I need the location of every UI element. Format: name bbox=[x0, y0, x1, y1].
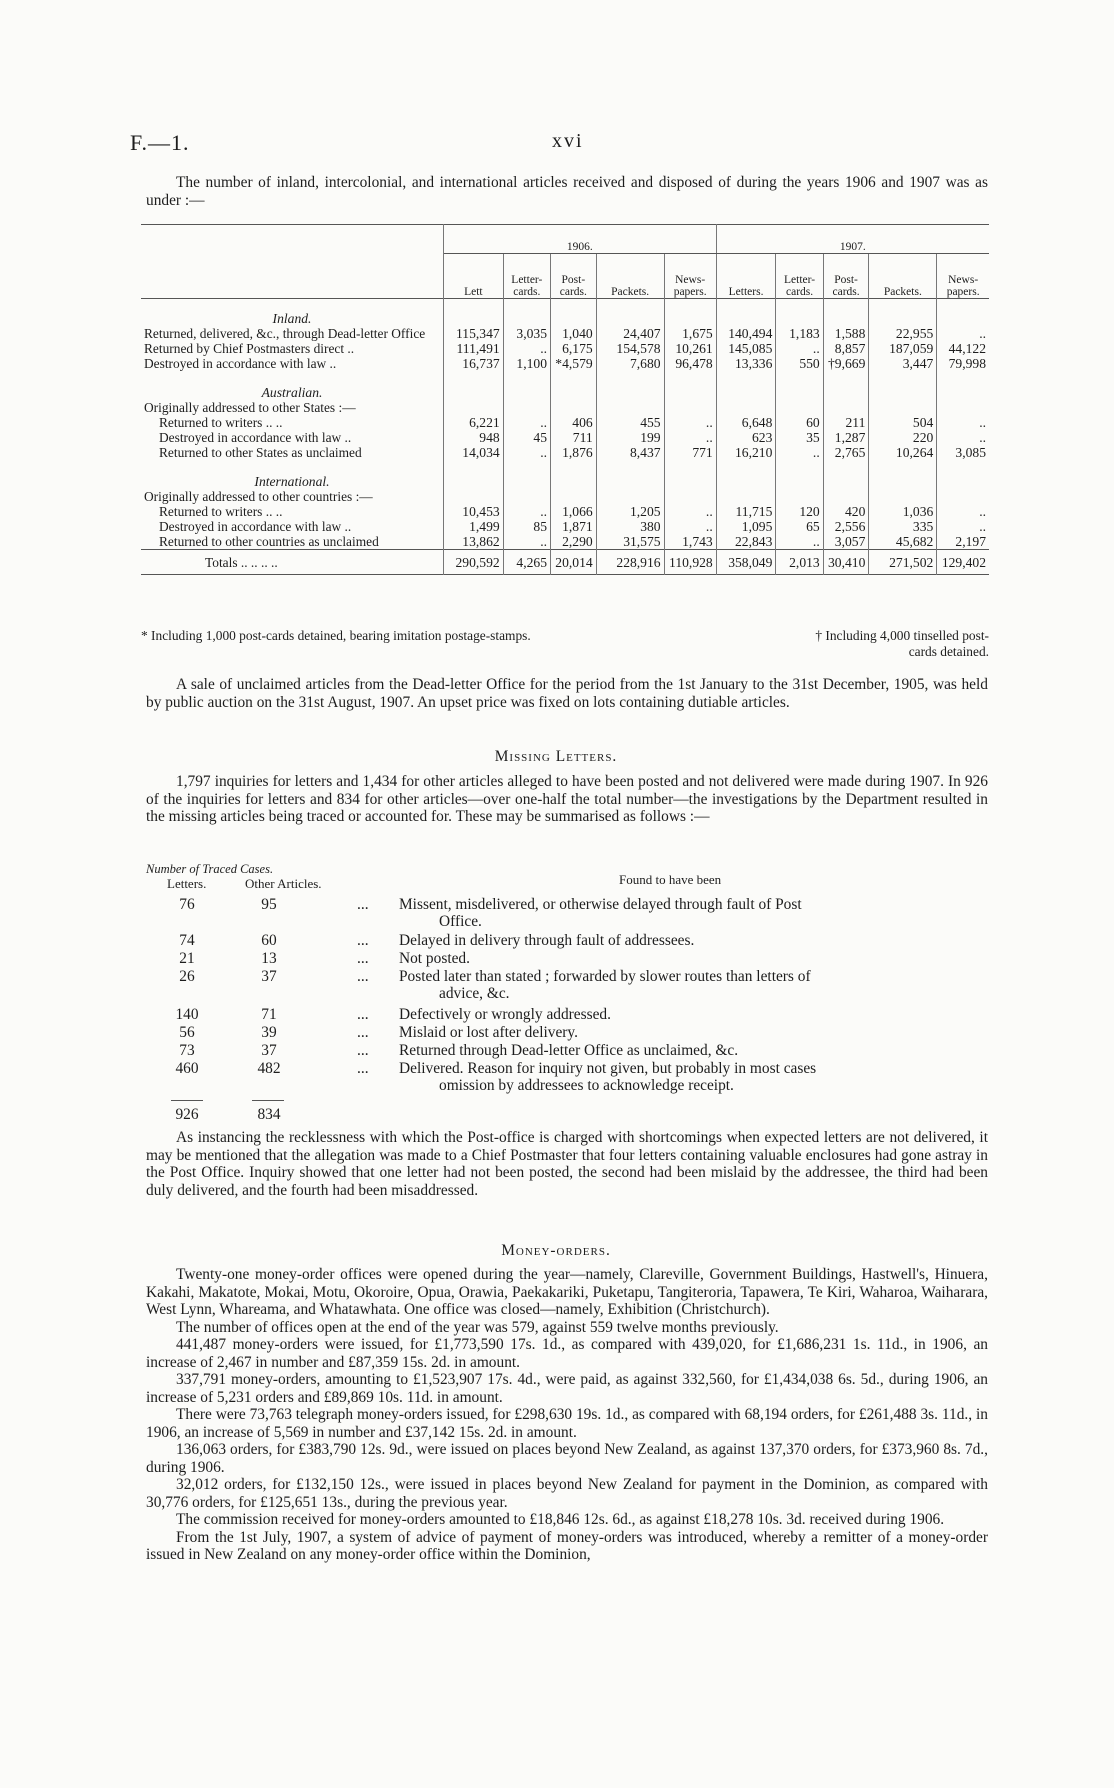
footnote-dagger: † Including 4,000 tinselled post-cards detained. bbox=[815, 628, 989, 659]
totals-cell: 2,013 bbox=[776, 550, 823, 575]
table-cell: 1,499 bbox=[444, 519, 504, 534]
table-cell: 1,871 bbox=[551, 519, 597, 534]
section-lead-row bbox=[141, 400, 989, 415]
other-col-header: Other Articles. bbox=[245, 876, 322, 891]
traced-letters: 76 bbox=[179, 896, 195, 913]
empty-cell bbox=[444, 460, 504, 489]
money-paragraph: 136,063 orders, for £383,790 12s. 9d., were issued on places beyond New Zealand, as against 137,370 orders, for £373,960 8s. 7d., during 1906. bbox=[146, 1441, 988, 1476]
found-header: Found to have been bbox=[619, 872, 722, 887]
empty-cell bbox=[503, 489, 550, 504]
money-paragraph: 32,012 orders, for £132,150 12s., were issued in places beyond New Zealand for payment in the Dominion, as compared with 30,776 orders, for £125,651 13s., during the previous year. bbox=[146, 1476, 988, 1511]
empty-cell bbox=[823, 400, 869, 415]
empty-cell bbox=[776, 489, 823, 504]
traced-other: 37 bbox=[261, 1042, 277, 1059]
table-cell: .. bbox=[503, 445, 550, 460]
money-paragraph: 441,487 money-orders were issued, for £1,773,590 17s. 1d., as compared with 439,020, for £1,686,231 1s. 11d., in 1906, an increase of 2,467 in number and £87,359 15s. 2d. in amount. bbox=[146, 1336, 988, 1371]
reason-line: Delayed in delivery through fault of addressees. bbox=[399, 932, 695, 949]
table-cell: .. bbox=[664, 430, 716, 445]
traced-letters: 73 bbox=[179, 1042, 195, 1059]
table-cell: 1,876 bbox=[551, 445, 597, 460]
table-cell: 115,347 bbox=[444, 326, 504, 341]
empty-cell bbox=[937, 489, 989, 504]
reason-line: Mislaid or lost after delivery. bbox=[399, 1024, 578, 1041]
table-cell: 1,066 bbox=[551, 504, 597, 519]
table-cell: 22,955 bbox=[869, 326, 937, 341]
col-header: News-papers. bbox=[946, 274, 980, 298]
empty-cell bbox=[869, 371, 937, 400]
table-cell: .. bbox=[776, 534, 823, 550]
leader-dots: ... bbox=[357, 1042, 369, 1059]
empty-cell bbox=[596, 299, 664, 327]
total-letters: 926 bbox=[175, 1106, 199, 1123]
table-cell: 145,085 bbox=[716, 341, 776, 356]
empty-cell bbox=[776, 371, 823, 400]
money-paragraph: From the 1st July, 1907, a system of advice of payment of money-orders was introduced, whereby a remitter of a money-order issued in New Zealand on any money-order office within the Dominion, bbox=[146, 1528, 988, 1563]
table-row bbox=[141, 504, 989, 519]
row-label: Destroyed in accordance with law .. bbox=[141, 356, 444, 371]
traced-letters: 21 bbox=[179, 950, 195, 967]
money-paragraph: The number of offices open at the end of the year was 579, against 559 twelve months previously. bbox=[176, 1318, 779, 1336]
missing-paragraph: 1,797 inquiries for letters and 1,434 for other articles alleged to have been posted and not delivered were made during 1907. In 926 of the inquiries for letters and 834 for other articles—over one-half the total number—the investigations by the Department resulted in the missing articles being traced or accounted for. These may be summarised as follows :— bbox=[146, 773, 988, 825]
table-cell: 220 bbox=[869, 430, 937, 445]
page-number: xvi bbox=[552, 130, 584, 152]
traced-reason bbox=[399, 1006, 991, 1023]
empty-cell bbox=[503, 460, 550, 489]
row-label: Returned, delivered, &c., through Dead-letter Office bbox=[141, 326, 444, 341]
section-title: Inland. bbox=[141, 299, 444, 327]
row-label: Returned to writers .. .. bbox=[141, 415, 444, 430]
leader-dots: ... bbox=[357, 1060, 369, 1077]
empty-cell bbox=[444, 371, 504, 400]
table-row bbox=[141, 430, 989, 445]
reason-line: Posted later than stated ; forwarded by slower routes than letters of bbox=[399, 968, 811, 985]
section-title-row bbox=[141, 371, 989, 400]
col-header: Letters. bbox=[716, 254, 776, 299]
table-cell: 35 bbox=[776, 430, 823, 445]
section-title-row bbox=[141, 460, 989, 489]
table-cell: 406 bbox=[551, 415, 597, 430]
empty-cell bbox=[869, 489, 937, 504]
table-cell: 1,287 bbox=[823, 430, 869, 445]
table-cell: †9,669 bbox=[823, 356, 869, 371]
table-cell: 8,437 bbox=[596, 445, 664, 460]
table-cell: .. bbox=[979, 504, 986, 519]
table-cell: 1,588 bbox=[823, 326, 869, 341]
section-title: Australian. bbox=[141, 371, 444, 400]
empty-cell bbox=[823, 460, 869, 489]
money-orders-heading: Money-orders. bbox=[501, 1242, 611, 1259]
table-cell: 2,290 bbox=[551, 534, 597, 550]
table-cell: 45,682 bbox=[869, 534, 937, 550]
money-paragraph: There were 73,763 telegraph money-orders issued, for £298,630 19s. 1d., as compared with 68,194 orders, for £261,488 3s. 11d., in 1906, an increase of 5,569 in number and £37,142 15s. 2d. in amount. bbox=[146, 1406, 988, 1441]
empty-cell bbox=[503, 371, 550, 400]
table-cell: .. bbox=[664, 519, 716, 534]
empty-cell bbox=[551, 299, 597, 327]
totals-cell: 271,502 bbox=[869, 550, 937, 575]
table-footnotes bbox=[141, 628, 989, 659]
section-lead: Originally addressed to other countries :— bbox=[141, 489, 444, 504]
table-cell: 16,737 bbox=[444, 356, 504, 371]
table-cell: 10,261 bbox=[664, 341, 716, 356]
table-cell: 8,857 bbox=[823, 341, 869, 356]
col-header: Letter-cards. bbox=[776, 254, 823, 299]
traced-letters: 140 bbox=[175, 1006, 199, 1023]
table-cell: 13,862 bbox=[444, 534, 504, 550]
table-cell: 85 bbox=[503, 519, 550, 534]
table-cell: *4,579 bbox=[551, 356, 597, 371]
table-cell: .. bbox=[664, 504, 716, 519]
empty-cell bbox=[716, 371, 776, 400]
instancing-paragraph: As instancing the recklessness with which the Post-office is charged with shortcomings when expected letters are not delivered, it may be mentioned that the allegation was made to a Chief Postmaster that four letters containing valuable enclosures had gone astray in the Post Office. Inquiry showed that one letter had not been posted, the second had been mislaid by the addressee, the third had been duly delivered, and the fourth had been misaddressed. bbox=[146, 1129, 988, 1199]
traced-other: 482 bbox=[257, 1060, 281, 1077]
traced-letters: 26 bbox=[179, 968, 195, 985]
traced-reason bbox=[399, 1042, 991, 1059]
empty-cell bbox=[664, 460, 716, 489]
table-cell: 11,715 bbox=[716, 504, 776, 519]
table-cell: 45 bbox=[503, 430, 550, 445]
table-cell: 380 bbox=[596, 519, 664, 534]
table-cell: 6,648 bbox=[716, 415, 776, 430]
table-cell: 3,447 bbox=[869, 356, 937, 371]
empty-cell bbox=[823, 299, 869, 327]
table-cell: 3,085 bbox=[955, 445, 986, 460]
table-cell: 154,578 bbox=[596, 341, 664, 356]
table-row bbox=[141, 326, 989, 341]
table-cell: 60 bbox=[776, 415, 823, 430]
table-cell: .. bbox=[776, 445, 823, 460]
table-cell: .. bbox=[503, 504, 550, 519]
empty-cell bbox=[596, 489, 664, 504]
empty-cell bbox=[937, 460, 989, 489]
traced-letters: 460 bbox=[175, 1060, 199, 1077]
table-cell: 6,175 bbox=[551, 341, 597, 356]
table-cell: 65 bbox=[776, 519, 823, 534]
empty-cell bbox=[937, 400, 989, 415]
table-cell: 31,575 bbox=[596, 534, 664, 550]
table-cell: 420 bbox=[823, 504, 869, 519]
table-cell: 10,453 bbox=[444, 504, 504, 519]
totals-cell: 290,592 bbox=[444, 550, 504, 575]
table-cell: 44,122 bbox=[948, 341, 986, 356]
row-label: Destroyed in accordance with law .. bbox=[141, 519, 444, 534]
table-row bbox=[141, 534, 989, 550]
footnote-star: * Including 1,000 post-cards detained, bearing imitation postage-stamps. bbox=[141, 628, 531, 643]
col-header: Letter-cards. bbox=[503, 254, 550, 299]
table-cell: .. bbox=[979, 430, 986, 445]
table-cell: 2,197 bbox=[955, 534, 986, 549]
traced-reason bbox=[399, 950, 991, 967]
row-label: Destroyed in accordance with law .. bbox=[141, 430, 444, 445]
traced-letters: 74 bbox=[179, 932, 195, 949]
totals-cell: 129,402 bbox=[941, 554, 986, 570]
leader-dots: ... bbox=[357, 1006, 369, 1023]
table-cell: .. bbox=[979, 326, 986, 341]
section-title-row bbox=[141, 299, 989, 327]
table-cell: 211 bbox=[823, 415, 869, 430]
traced-other: 95 bbox=[261, 896, 277, 913]
table-cell: .. bbox=[503, 415, 550, 430]
empty-cell bbox=[869, 460, 937, 489]
table-cell: 335 bbox=[869, 519, 937, 534]
empty-cell bbox=[596, 460, 664, 489]
table-cell: .. bbox=[979, 415, 986, 430]
table-cell: 2,765 bbox=[823, 445, 869, 460]
articles-table bbox=[141, 224, 989, 575]
table-cell: 771 bbox=[664, 445, 716, 460]
leader-dots: ... bbox=[357, 932, 369, 949]
empty-cell bbox=[664, 489, 716, 504]
empty-cell bbox=[716, 460, 776, 489]
empty-cell bbox=[503, 299, 550, 327]
empty-cell bbox=[551, 489, 597, 504]
empty-cell bbox=[823, 489, 869, 504]
table-row bbox=[141, 519, 989, 534]
leader-dots: ... bbox=[357, 1024, 369, 1041]
traced-other: 13 bbox=[261, 950, 277, 967]
empty-cell bbox=[551, 460, 597, 489]
intro-paragraph: The number of inland, intercolonial, and international articles received and disposed of during the years 1906 and 1907 was as under :— bbox=[146, 174, 988, 209]
traced-other: 71 bbox=[261, 1006, 277, 1023]
empty-cell bbox=[551, 400, 597, 415]
table-cell: 24,407 bbox=[596, 326, 664, 341]
table-cell: 22,843 bbox=[716, 534, 776, 550]
table-cell: 199 bbox=[596, 430, 664, 445]
table-cell: 120 bbox=[776, 504, 823, 519]
totals-cell: 20,014 bbox=[551, 550, 597, 575]
traced-letters: 56 bbox=[179, 1024, 195, 1041]
section-lead: Originally addressed to other States :— bbox=[141, 400, 444, 415]
empty-cell bbox=[444, 299, 504, 327]
totals-cell: 4,265 bbox=[503, 550, 550, 575]
money-orders-section bbox=[146, 1266, 988, 1564]
traced-other: 39 bbox=[261, 1024, 277, 1041]
table-cell: 550 bbox=[776, 356, 823, 371]
table-cell: 13,336 bbox=[716, 356, 776, 371]
totals-label: Totals .. .. .. .. bbox=[141, 550, 444, 575]
table-cell: 1,036 bbox=[869, 504, 937, 519]
empty-cell bbox=[776, 299, 823, 327]
letters-col-header: Letters. bbox=[167, 876, 207, 891]
col-header: Packets. bbox=[869, 254, 937, 299]
missing-letters-heading: Missing Letters. bbox=[494, 748, 618, 765]
table-cell: 7,680 bbox=[596, 356, 664, 371]
traced-reason bbox=[399, 896, 991, 930]
table-cell: 948 bbox=[444, 430, 504, 445]
table-cell: 3,057 bbox=[823, 534, 869, 550]
traced-other: 37 bbox=[261, 968, 277, 985]
empty-cell bbox=[716, 400, 776, 415]
money-paragraph: 337,791 money-orders, amounting to £1,523,907 17s. 4d., were paid, as against 332,560, for £1,434,038 6s. 5d., during 1906, an increase of 5,231 orders and £89,869 10s. 11d. in amount. bbox=[146, 1371, 988, 1406]
reason-line: Not posted. bbox=[399, 950, 470, 967]
table-cell: 140,494 bbox=[716, 326, 776, 341]
traced-reason bbox=[399, 932, 991, 949]
empty-cell bbox=[596, 371, 664, 400]
section-title: International. bbox=[141, 460, 444, 489]
empty-cell bbox=[937, 299, 989, 327]
table-cell: 79,998 bbox=[948, 356, 986, 371]
sum-rule bbox=[171, 1100, 203, 1101]
table-row bbox=[141, 445, 989, 460]
table-cell: 1,205 bbox=[596, 504, 664, 519]
leader-dots: ... bbox=[357, 896, 369, 913]
traced-reason bbox=[399, 1024, 991, 1041]
traced-reason bbox=[399, 968, 991, 1002]
empty-cell bbox=[551, 371, 597, 400]
table-cell: 10,264 bbox=[869, 445, 937, 460]
table-cell: 3,035 bbox=[503, 326, 550, 341]
col-header: Lett bbox=[444, 254, 504, 299]
reason-continuation: omission by addressees to acknowledge receipt. bbox=[439, 1077, 734, 1094]
empty-cell bbox=[937, 371, 989, 400]
table-row bbox=[141, 356, 989, 371]
traced-other: 60 bbox=[261, 932, 277, 949]
money-paragraph: The commission received for money-orders amounted to £18,846 12s. 6d., as against £18,278 10s. 3d. received during 1906. bbox=[176, 1511, 945, 1528]
sum-rule bbox=[252, 1100, 284, 1101]
year-header-1907: 1907. bbox=[716, 225, 989, 254]
row-label: Returned to writers .. .. bbox=[141, 504, 444, 519]
table-cell: 455 bbox=[596, 415, 664, 430]
table-cell: 96,478 bbox=[664, 356, 716, 371]
empty-cell bbox=[716, 489, 776, 504]
empty-cell bbox=[869, 299, 937, 327]
reason-continuation: Office. bbox=[439, 913, 482, 930]
table-cell: .. bbox=[503, 341, 550, 356]
reason-line: Returned through Dead-letter Office as unclaimed, &c. bbox=[399, 1042, 739, 1059]
traced-cases-header: Number of Traced Cases. bbox=[146, 862, 274, 876]
page-reference: F.—1. bbox=[130, 130, 190, 155]
col-header: News-papers. bbox=[664, 254, 716, 299]
empty-cell bbox=[664, 299, 716, 327]
row-label: Returned by Chief Postmasters direct .. bbox=[141, 341, 444, 356]
table-cell: 504 bbox=[869, 415, 937, 430]
empty-cell bbox=[503, 400, 550, 415]
table-cell: 111,491 bbox=[444, 341, 504, 356]
table-cell: 1,100 bbox=[503, 356, 550, 371]
empty-cell bbox=[776, 400, 823, 415]
col-header: Post-cards. bbox=[551, 254, 597, 299]
table-cell: 1,675 bbox=[664, 326, 716, 341]
traced-reason bbox=[399, 1060, 991, 1094]
row-label: Returned to other States as unclaimed bbox=[141, 445, 444, 460]
empty-cell bbox=[664, 371, 716, 400]
empty-cell bbox=[823, 371, 869, 400]
table-cell: 2,556 bbox=[823, 519, 869, 534]
table-cell: 16,210 bbox=[716, 445, 776, 460]
total-other: 834 bbox=[257, 1106, 281, 1123]
row-label: Returned to other countries as unclaimed bbox=[141, 534, 444, 550]
table-cell: .. bbox=[776, 341, 823, 356]
col-header: Packets. bbox=[596, 254, 664, 299]
empty-cell bbox=[596, 400, 664, 415]
totals-row bbox=[141, 550, 989, 575]
table-cell: 1,743 bbox=[664, 534, 716, 550]
leader-dots: ... bbox=[357, 950, 369, 967]
year-header-1906: 1906. bbox=[444, 225, 717, 254]
reason-line: Delivered. Reason for inquiry not given, but probably in most cases bbox=[399, 1060, 817, 1077]
empty-cell bbox=[444, 400, 504, 415]
table-row bbox=[141, 415, 989, 430]
table-cell: 1,095 bbox=[716, 519, 776, 534]
table-cell: .. bbox=[503, 534, 550, 550]
table-cell: 1,183 bbox=[776, 326, 823, 341]
table-stub-header bbox=[141, 225, 444, 299]
table-cell: 711 bbox=[551, 430, 597, 445]
table-cell: 6,221 bbox=[444, 415, 504, 430]
table-cell: 1,040 bbox=[551, 326, 597, 341]
col-header: Post-cards. bbox=[823, 254, 869, 299]
table-row bbox=[141, 341, 989, 356]
totals-cell: 358,049 bbox=[716, 550, 776, 575]
totals-cell: 228,916 bbox=[596, 550, 664, 575]
table-cell: 623 bbox=[716, 430, 776, 445]
totals-cell: 30,410 bbox=[823, 550, 869, 575]
table-cell: 14,034 bbox=[444, 445, 504, 460]
reason-continuation: advice, &c. bbox=[439, 985, 510, 1002]
table-cell: .. bbox=[979, 519, 986, 534]
empty-cell bbox=[664, 400, 716, 415]
money-paragraph: Twenty-one money-order offices were opened during the year—namely, Clareville, Government Buildings, Hastwell's, Hinuera, Kakahi, Makatote, Mokai, Motu, Okoroire, Opua, Orawia, Paekakariki, Puketapu, Tangiteroria, Tapawera, Te Kiri, Waharoa, Waiharara, West Lynn, Whareama, and Whatawhata. One office was closed—namely, Exhibition (Christchurch). bbox=[146, 1266, 988, 1318]
sale-paragraph: A sale of unclaimed articles from the Dead-letter Office for the period from the 1st January to the 31st December, 1905, was held by public auction on the 31st August, 1907. An upset price was fixed on lots containing dutiable articles. bbox=[146, 676, 988, 711]
empty-cell bbox=[716, 299, 776, 327]
table-cell: .. bbox=[664, 415, 716, 430]
empty-cell bbox=[776, 460, 823, 489]
reason-line: Missent, misdelivered, or otherwise delayed through fault of Post bbox=[399, 896, 802, 913]
section-lead-row bbox=[141, 489, 989, 504]
empty-cell bbox=[444, 489, 504, 504]
reason-line: Defectively or wrongly addressed. bbox=[399, 1006, 611, 1023]
table-body bbox=[141, 299, 989, 575]
totals-cell: 110,928 bbox=[664, 550, 716, 575]
empty-cell bbox=[869, 400, 937, 415]
leader-dots: ... bbox=[357, 968, 369, 985]
table-cell: 187,059 bbox=[869, 341, 937, 356]
